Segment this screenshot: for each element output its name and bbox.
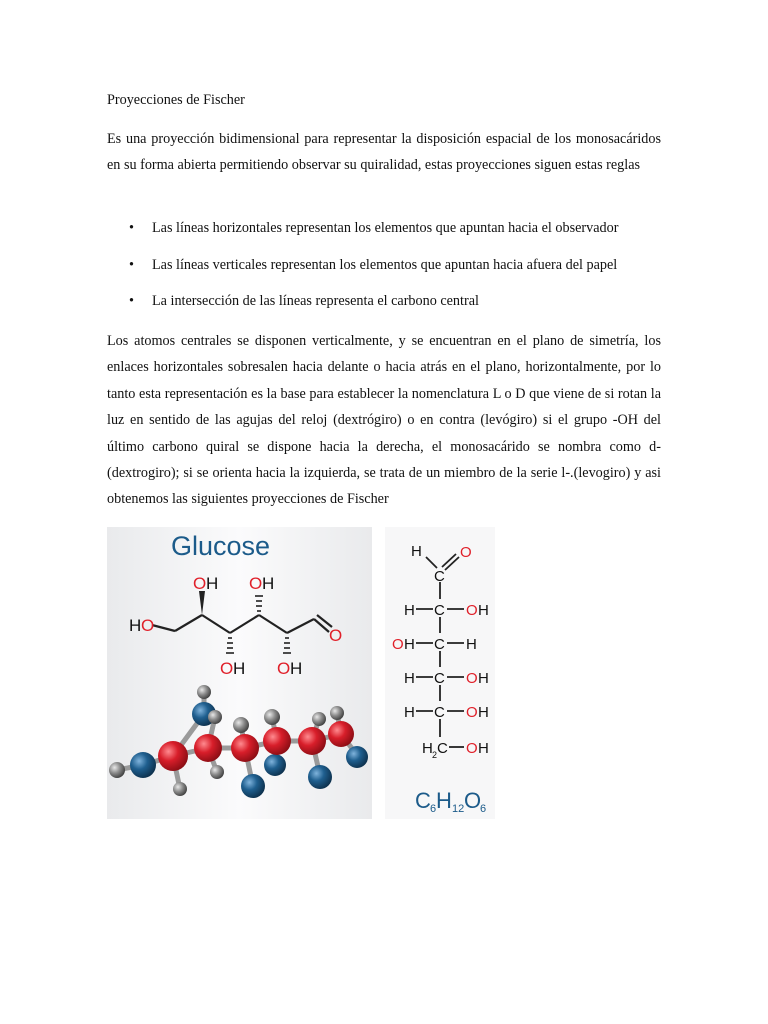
glucose-illustration: [107, 527, 372, 819]
svg-text:H: H: [478, 740, 489, 757]
svg-text:C: C: [434, 670, 445, 687]
svg-text:H: H: [478, 602, 489, 619]
formula-c-sub: 6: [430, 803, 437, 815]
svg-text:H: H: [404, 636, 415, 653]
svg-text:H: H: [466, 636, 477, 653]
svg-text:O: O: [392, 636, 404, 653]
svg-text:H: H: [422, 740, 433, 757]
document-heading: Proyecciones de Fischer: [107, 92, 245, 108]
intro-paragraph: Es una proyección bidimensional para representar la disposición espacial de los monosacáridos en su forma abierta permitiendo observar su quiralidad, estas proyecciones siguen estas reglas: [107, 131, 661, 173]
svg-text:H: H: [262, 574, 275, 593]
rule-item: • La intersección de las líneas representa el carbono central: [107, 291, 661, 328]
svg-text:H: H: [478, 704, 489, 721]
svg-text:O: O: [460, 544, 472, 561]
rule-item: • Las líneas horizontales representan los elementos que apuntan hacia el observador: [107, 218, 661, 255]
svg-text:2: 2: [432, 750, 438, 760]
svg-text:O: O: [466, 704, 478, 721]
rule-item: • Las líneas verticales representan los elementos que apuntan hacia afuera del papel: [107, 255, 661, 292]
molecular-formula: [415, 788, 486, 815]
fischer-projection: [385, 527, 495, 819]
svg-text:H: H: [290, 659, 303, 678]
formula-o: O: [464, 788, 482, 813]
svg-text:C: C: [437, 740, 448, 757]
svg-text:H: H: [129, 616, 142, 635]
svg-text:H: H: [206, 574, 219, 593]
formula-h: H: [436, 788, 452, 813]
body-paragraph: Los atomos centrales se disponen verticalmente, y se encuentran en el plano de simetría, los enlaces horizontales sobresalen hacia delante o hacia atrás en el plano, horizontalmente, por lo tanto esta representación es la base para establecer la nomenclatura L o D que viene de si rotan la luz en sentido de las agujas del reloj (dextrógiro) o en contra (levógiro) si el grupo -OH del último carbono quiral se dispone hacia la derecha, el monosacárido se nombra como d-(dextrogiro); si se orienta hacia la izquierda, se trata de un miembro de la serie l-.(levogiro) y asi obtenemos las siguientes proyecciones de Fischer: [107, 333, 661, 508]
rules-list: [107, 218, 661, 328]
svg-text:O: O: [193, 574, 207, 593]
svg-text:H: H: [233, 659, 246, 678]
svg-text:O: O: [466, 670, 478, 687]
svg-text:H: H: [411, 543, 422, 560]
svg-text:C: C: [434, 636, 445, 653]
svg-text:H: H: [404, 670, 415, 687]
svg-text:C: C: [434, 704, 445, 721]
glucose-title: Glucose: [171, 531, 271, 561]
formula-c: C: [415, 788, 431, 813]
svg-text:H: H: [404, 602, 415, 619]
svg-text:O: O: [141, 616, 155, 635]
svg-text:C: C: [434, 602, 445, 619]
formula-h-sub: 12: [452, 803, 465, 815]
svg-text:O: O: [466, 602, 478, 619]
fischer-projection-figure: [385, 527, 495, 819]
svg-text:H: H: [404, 704, 415, 721]
svg-text:O: O: [277, 659, 291, 678]
svg-text:O: O: [249, 574, 263, 593]
svg-text:O: O: [329, 626, 343, 645]
svg-text:H: H: [478, 670, 489, 687]
svg-text:O: O: [220, 659, 234, 678]
glucose-figure: [107, 527, 372, 819]
formula-o-sub: 6: [480, 803, 487, 815]
svg-text:O: O: [466, 740, 478, 757]
svg-text:C: C: [434, 568, 445, 585]
